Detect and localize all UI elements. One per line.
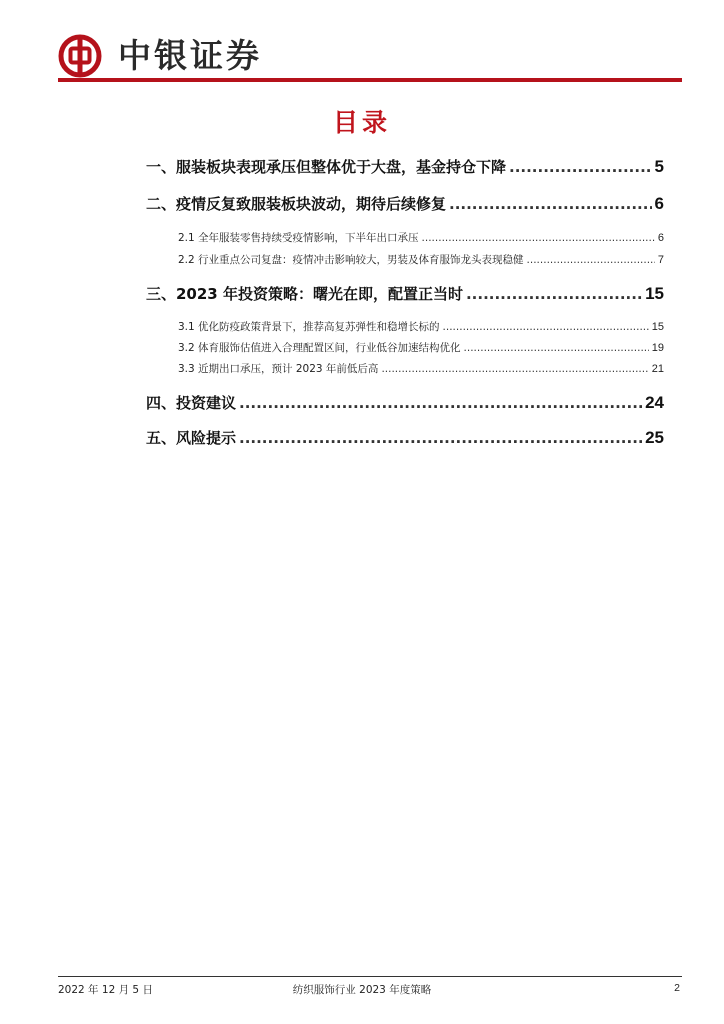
toc-entry-page: 6 — [654, 194, 664, 213]
toc-entry-page: 5 — [654, 157, 664, 176]
toc-entry-page: 21 — [651, 363, 664, 375]
toc-entry-page: 19 — [651, 342, 664, 354]
leader-dots — [422, 232, 655, 244]
toc-entry[interactable] — [178, 230, 664, 245]
toc-entry-label: 3.3 近期出口承压，预计 2023 年前低后高 — [178, 363, 379, 375]
toc-entry-page: 7 — [657, 254, 664, 266]
footer-rule — [58, 976, 682, 977]
toc-title: 目录 — [332, 108, 391, 137]
toc-entry[interactable] — [146, 427, 664, 448]
toc-entry-label: 3.2 体育服饰估值进入合理配置区间，行业低谷加速结构优化 — [178, 342, 461, 354]
leader-dots — [239, 429, 642, 447]
toc-entry-label: 二、疫情反复致服装板块波动，期待后续修复 — [146, 195, 447, 213]
toc-entry-label: 2.2 行业重点公司复盘：疫情冲击影响较大，男装及体育服饰龙头表现稳健 — [178, 254, 524, 266]
bank-of-china-logo-icon — [58, 34, 102, 78]
footer-page-number: 2 — [674, 982, 680, 994]
toc-entry-label: 一、服装板块表现承压但整体优于大盘，基金持仓下降 — [146, 158, 507, 176]
leader-dots — [466, 285, 642, 303]
leader-dots — [527, 254, 655, 266]
toc-entry-page: 25 — [645, 428, 664, 447]
toc-entry[interactable] — [146, 392, 664, 413]
toc-entry[interactable] — [146, 193, 664, 214]
footer-date: 2022 年 12 月 5 日 — [58, 984, 153, 996]
toc-entry[interactable] — [146, 283, 664, 304]
toc-entry-page: 15 — [651, 321, 664, 333]
leader-dots — [464, 342, 649, 354]
leader-dots — [239, 394, 642, 412]
toc-entry[interactable] — [178, 252, 664, 267]
toc-entry[interactable] — [178, 361, 664, 376]
toc-entry-page: 24 — [645, 393, 664, 412]
footer-document-title: 纺织服饰行业 2023 年度策略 — [292, 984, 432, 996]
toc-entry[interactable] — [178, 319, 664, 334]
page-header — [58, 26, 682, 84]
header-rule — [58, 78, 682, 82]
toc-entry[interactable] — [178, 340, 664, 355]
toc-entry-label: 三、2023 年投资策略：曙光在即，配置正当时 — [146, 285, 463, 303]
toc-entry[interactable] — [146, 156, 664, 177]
toc-entry-label: 五、风险提示 — [146, 429, 237, 447]
leader-dots — [381, 363, 648, 375]
toc-entry-label: 2.1 全年服装零售持续受疫情影响，下半年出口承压 — [178, 232, 419, 244]
leader-dots — [443, 321, 649, 333]
leader-dots — [449, 195, 652, 213]
toc-entry-page: 6 — [657, 232, 664, 244]
toc-entry-page: 15 — [645, 284, 664, 303]
toc-entry-label: 四、投资建议 — [146, 394, 237, 412]
brand-name: 中银证券 — [118, 36, 262, 75]
toc-entry-label: 3.1 优化防疫政策背景下，推荐高复苏弹性和稳增长标的 — [178, 321, 440, 333]
leader-dots — [509, 158, 652, 176]
